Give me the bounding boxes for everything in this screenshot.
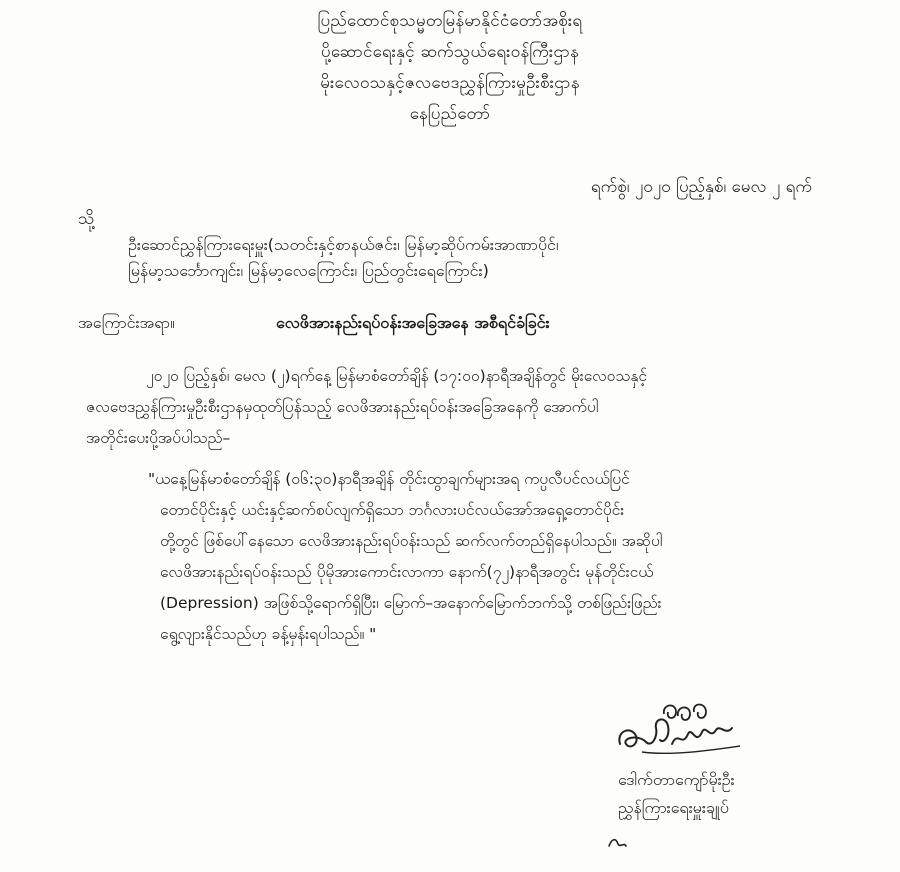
letterhead: [0, 6, 900, 130]
body-line: ဇလဗေဒညွှန်ကြားမှုဦးစီးဌာနမှထုတ်ပြန်သည့် လေဖိအားနည်းရပ်ဝန်းအခြေအနေကို အောက်ပါ: [86, 398, 599, 416]
body-line: အတိုင်းပေးပို့အပ်ပါသည်–: [86, 429, 231, 447]
quote-line: "ယနေ့မြန်မာစံတော်ချိန် (၀၆:၃၀)နာရီအချိန် တိုင်းထွာချက်များအရ ကပ္ပလီပင်လယ်ပြင်: [148, 470, 630, 488]
quote-line: ရွေ့လျားနိုင်သည်ဟု ခန့်မှန်းရပါသည်။ ": [160, 625, 377, 643]
subject-label: အကြောင်းအရာ။: [78, 313, 175, 332]
body-line: ၂၀၂၀ ပြည့်နှစ်၊ မေလ (၂)ရက်နေ့ မြန်မာစံတော်ချိန် (၁၇:၀၀)နာရီအချိန်တွင် မိုးလေဝသနှင့်: [146, 367, 647, 385]
recipient-line: ဦးဆောင်ညွှန်ကြားရေးမှူး(သတင်းနှင့်စာနယ်ဇင်း၊ မြန်မာ့ဆိုပ်ကမ်းအာဏာပိုင်၊: [128, 235, 559, 254]
letter-date: ရက်စွဲ၊ ၂၀၂၀ ပြည့်နှစ်၊ မေလ ၂ ရက်: [590, 177, 812, 197]
signer-title: ညွှန်ကြားရေးမှူးချုပ်: [618, 798, 729, 817]
handwritten-signature: [612, 700, 752, 764]
quote-line: တို့တွင် ဖြစ်ပေါ်နေသော လေဖိအားနည်းရပ်ဝန်းသည် ဆက်လက်တည်ရှိနေပါသည်။ အဆိုပါ: [160, 532, 663, 550]
quote-line: (Depression) အဖြစ်သို့ရောက်ရှိပြီး၊ မြောက်–အနောက်မြောက်ဘက်သို့ တစ်ဖြည်းဖြည်း: [160, 594, 662, 612]
body-paragraph: [86, 361, 846, 454]
government-name: ပြည်ထောင်စုသမ္မတမြန်မာနိုင်ငံတော်အစိုးရ: [317, 11, 583, 31]
quote-line: လေဖိအားနည်းရပ်ဝန်းသည် ပိုမိုအားကောင်းလာကာ နောက်(၇၂)နာရီအတွင်း မုန်တိုင်းငယ်: [160, 563, 654, 581]
recipient-line: မြန်မာ့သင်္ဘောကျင်း၊ မြန်မာ့လေကြောင်း၊ ပြည်တွင်းရေကြောင်း): [128, 261, 489, 280]
quote-line: တောင်ပိုင်းနှင့် ယင်းနှင့်ဆက်စပ်လျက်ရှိသော ဘင်္ဂလားပင်လယ်အော်အရှေ့တောင်ပိုင်း: [160, 501, 625, 519]
signer-block: [618, 766, 735, 822]
recipients: [128, 232, 828, 284]
subject-line: [78, 312, 550, 336]
department-name: မိုးလေဝသနှင့်ဇလဗေဒညွှန်ကြားမှုဦးစီးဌာန: [320, 73, 580, 93]
location-name: နေပြည်တော်: [409, 104, 491, 124]
ministry-name: ပို့ဆောင်ရေးနှင့် ဆက်သွယ်ရေးဝန်ကြီးဌာန: [320, 42, 580, 62]
signer-name: ဒေါက်တာကျော်မိုးဦး: [618, 770, 735, 789]
handwritten-initial: [606, 834, 628, 850]
forecast-quote: [148, 464, 860, 650]
to-label: သို့: [78, 209, 95, 229]
subject-text: လေဖိအားနည်းရပ်ဝန်းအခြေအနေ အစီရင်ခံခြင်း: [276, 313, 550, 332]
